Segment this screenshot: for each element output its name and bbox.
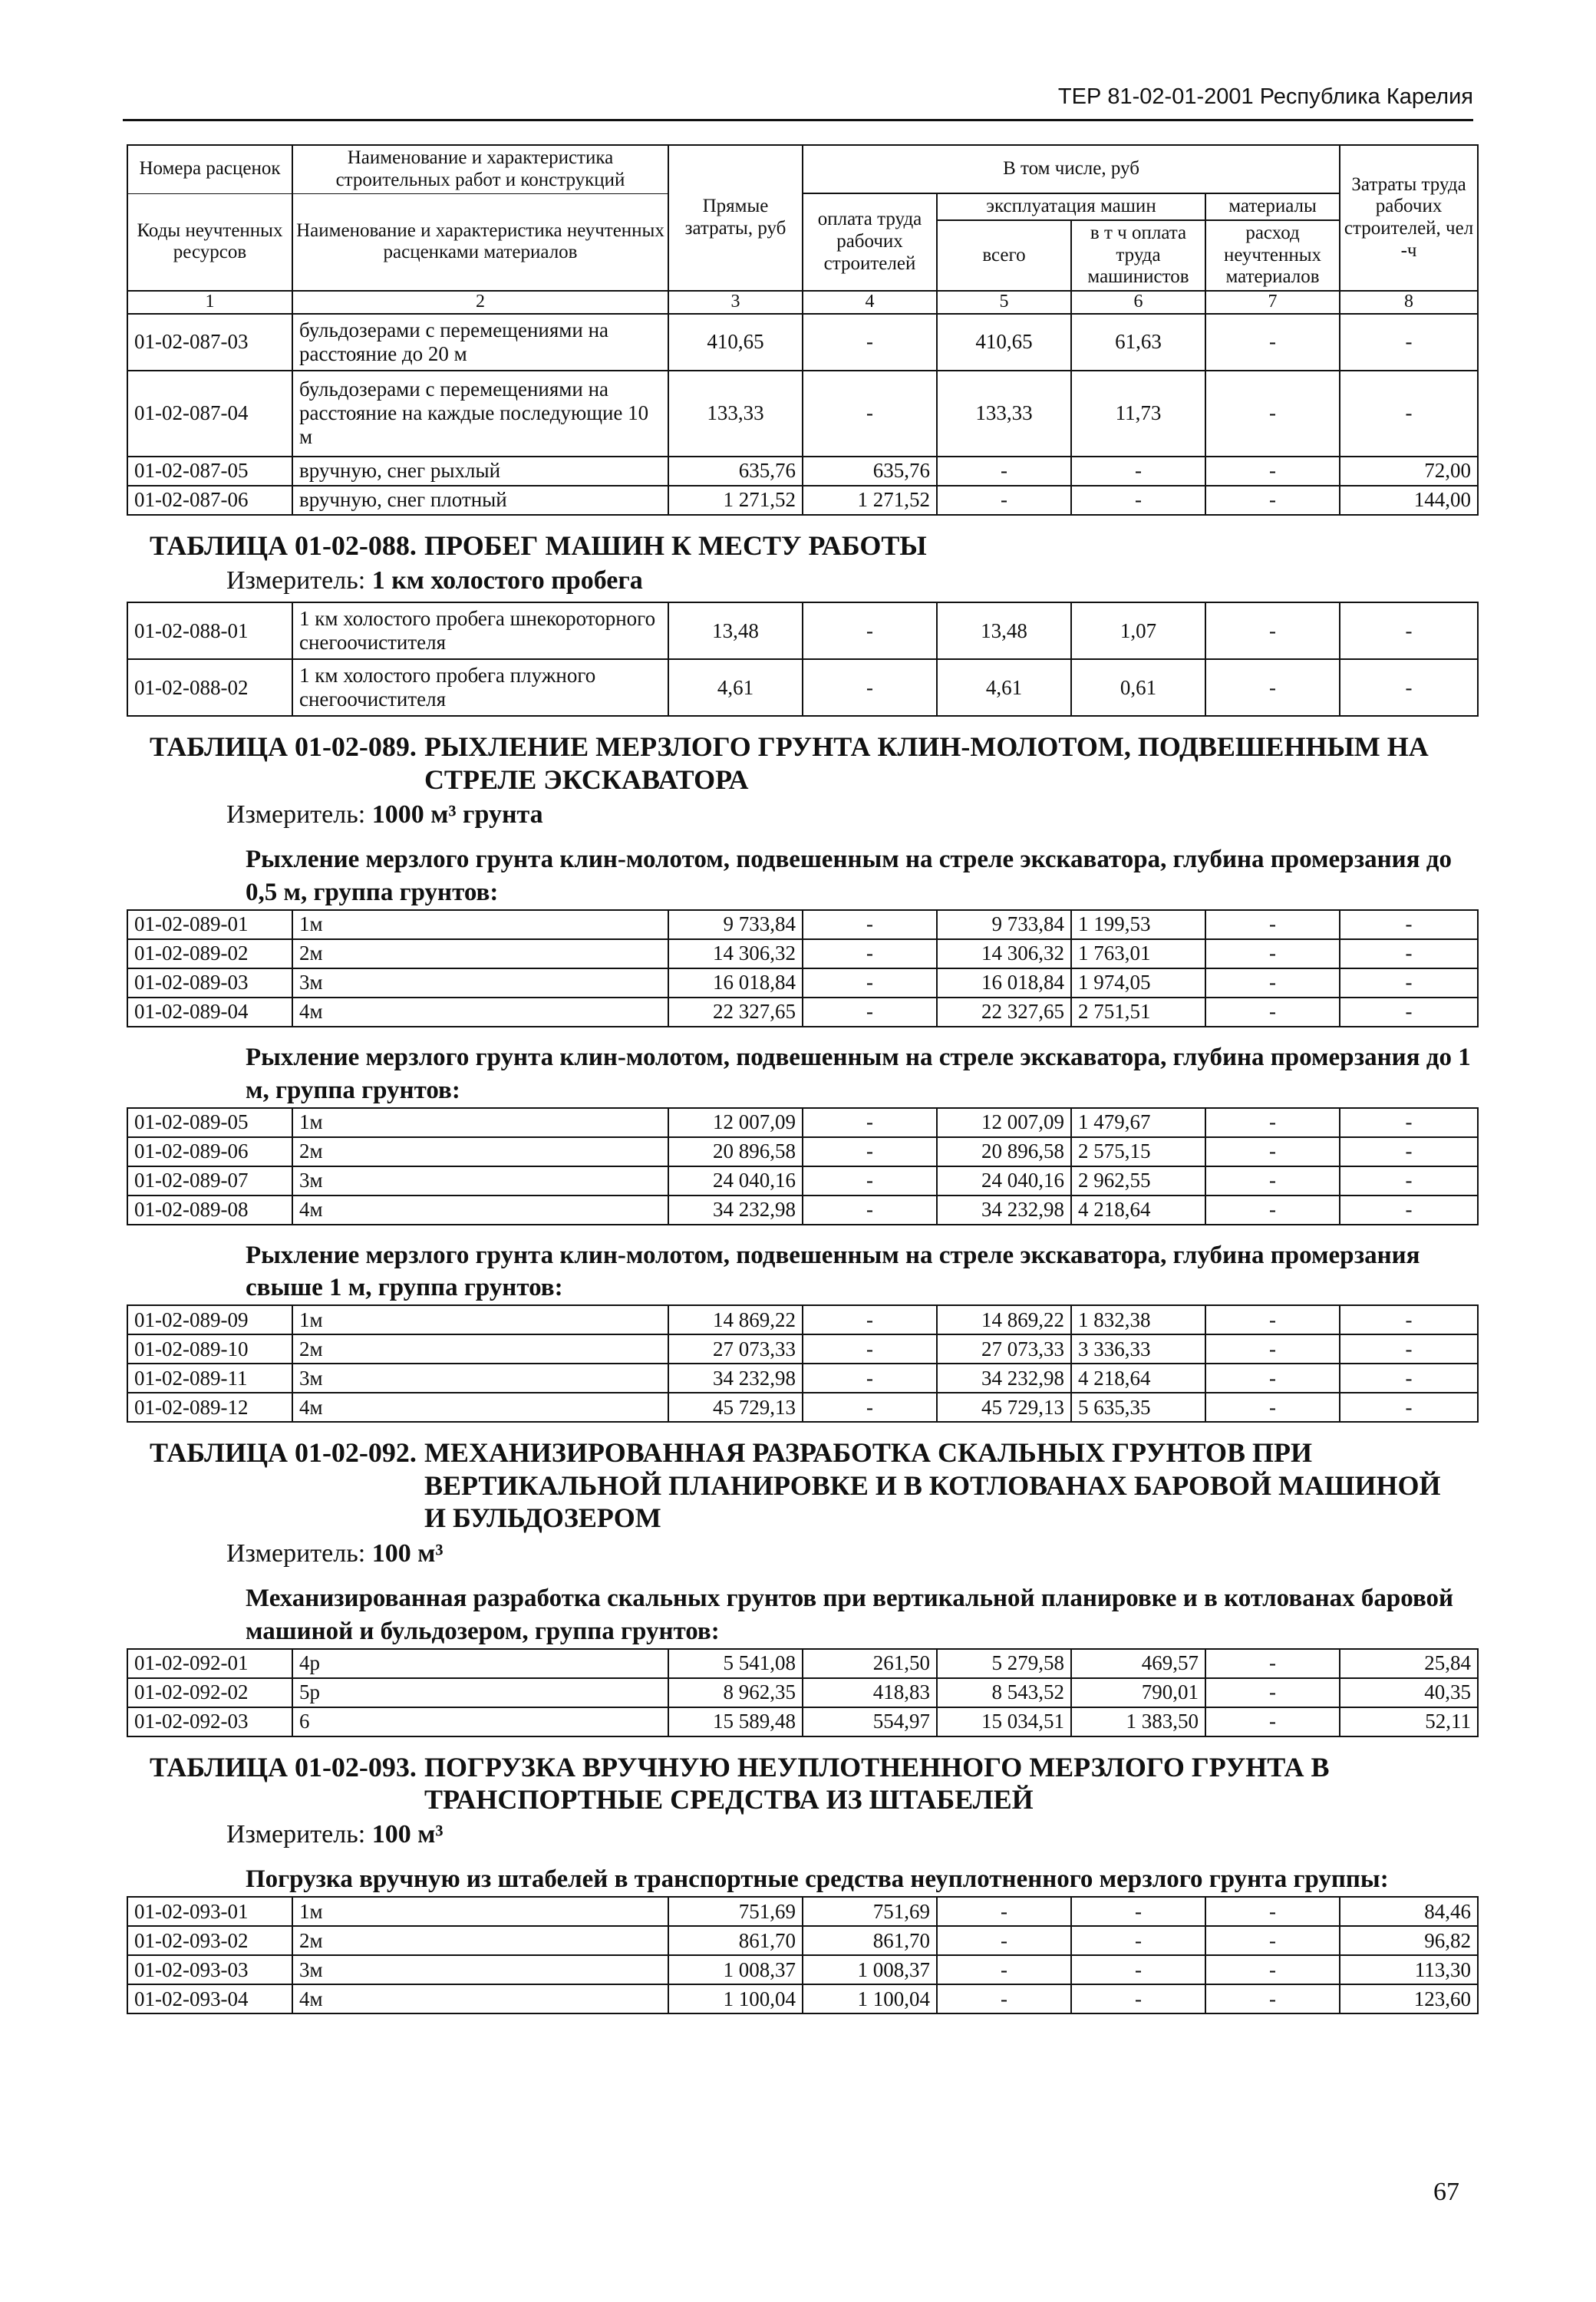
group-title-089-1: Рыхление мерзлого грунта клин-молотом, подвешенным на стреле экскаватора, глубина промерзания до 0,5 м, группа грунтов: — [246, 846, 1452, 906]
col-header-operator-pay: в т ч оплата труда машинистов — [1071, 220, 1205, 291]
materials: - — [1205, 968, 1340, 998]
direct-costs: 12 007,09 — [668, 1108, 803, 1137]
materials: - — [1205, 1984, 1340, 2013]
direct-costs: 15 589,48 — [668, 1707, 803, 1736]
labor-costs: - — [1340, 602, 1478, 659]
labor-costs: 25,84 — [1340, 1649, 1478, 1678]
direct-costs: 16 018,84 — [668, 968, 803, 998]
worker-pay: 1 008,37 — [803, 1955, 937, 1984]
section-name-line2: СТРЕЛЕ ЭКСКАВАТОРА — [424, 763, 749, 795]
machines-total: - — [937, 1955, 1071, 1984]
col-header-unaccounted-materials: расход неучтенных материалов — [1205, 220, 1340, 291]
worker-pay: - — [803, 1196, 937, 1225]
table-089-group-1 — [127, 909, 1479, 1027]
direct-costs: 5 541,08 — [668, 1649, 803, 1678]
col-number: 4 — [803, 291, 937, 314]
materials: - — [1205, 939, 1340, 968]
soil-group: 4м — [292, 998, 668, 1027]
operator-pay: - — [1071, 1955, 1205, 1984]
worker-pay: 554,97 — [803, 1707, 937, 1736]
section-title-089 — [127, 731, 1477, 796]
direct-costs: 13,48 — [668, 602, 803, 659]
worker-pay: - — [803, 1166, 937, 1196]
direct-costs: 34 232,98 — [668, 1364, 803, 1393]
materials: - — [1205, 1955, 1340, 1984]
col-header-machines: эксплуатация машин — [937, 193, 1205, 220]
direct-costs: 1 271,52 — [668, 486, 803, 515]
operator-pay: 1 383,50 — [1071, 1707, 1205, 1736]
col-number: 5 — [937, 291, 1071, 314]
work-description: 1 км холостого пробега плужного снегоочистителя — [292, 659, 668, 716]
materials: - — [1205, 314, 1340, 371]
direct-costs: 9 733,84 — [668, 910, 803, 939]
direct-costs: 1 008,37 — [668, 1955, 803, 1984]
direct-costs: 635,76 — [668, 457, 803, 486]
labor-costs: 52,11 — [1340, 1707, 1478, 1736]
labor-costs: 72,00 — [1340, 457, 1478, 486]
column-numbers-row — [127, 291, 1478, 314]
worker-pay: 1 271,52 — [803, 486, 937, 515]
soil-group: 3м — [292, 1166, 668, 1196]
measure-value: 1000 м³ грунта — [371, 800, 543, 829]
materials: - — [1205, 457, 1340, 486]
soil-group: 3м — [292, 968, 668, 998]
machines-total: 9 733,84 — [937, 910, 1071, 939]
machines-total: - — [937, 1926, 1071, 1955]
soil-group: 2м — [292, 1334, 668, 1364]
operator-pay: 2 751,51 — [1071, 998, 1205, 1027]
materials: - — [1205, 486, 1340, 515]
rate-code: 01-02-089-01 — [127, 910, 292, 939]
materials: - — [1205, 1166, 1340, 1196]
soil-group: 3м — [292, 1955, 668, 1984]
soil-group: 2м — [292, 1137, 668, 1166]
col-header-name-top: Наименование и характеристика строительных работ и конструкций — [292, 145, 668, 193]
rate-code: 01-02-089-06 — [127, 1137, 292, 1166]
col-number: 1 — [127, 291, 292, 314]
table-row — [127, 968, 1478, 998]
materials: - — [1205, 1707, 1340, 1736]
group-title-089-2: Рыхление мерзлого грунта клин-молотом, подвешенным на стреле экскаватора, глубина промерзания до 1 м, группа грунтов: — [246, 1043, 1471, 1104]
table-row — [127, 457, 1478, 486]
direct-costs: 34 232,98 — [668, 1196, 803, 1225]
measure-value: 1 км холостого пробега — [371, 566, 643, 595]
materials: - — [1205, 1364, 1340, 1393]
labor-costs: - — [1340, 371, 1478, 457]
rate-code: 01-02-088-02 — [127, 659, 292, 716]
materials: - — [1205, 1334, 1340, 1364]
worker-pay: - — [803, 1305, 937, 1334]
section-name-line1: РЫХЛЕНИЕ МЕРЗЛОГО ГРУНТА КЛИН-МОЛОТОМ, ПОДВЕШЕННЫМ НА — [424, 731, 1429, 763]
labor-costs: - — [1340, 939, 1478, 968]
direct-costs: 410,65 — [668, 314, 803, 371]
table-row — [127, 1707, 1478, 1736]
materials: - — [1205, 1196, 1340, 1225]
labor-costs: 40,35 — [1340, 1678, 1478, 1707]
rate-code: 01-02-089-10 — [127, 1334, 292, 1364]
rate-code: 01-02-088-01 — [127, 602, 292, 659]
worker-pay: - — [803, 1364, 937, 1393]
operator-pay: - — [1071, 1897, 1205, 1926]
materials: - — [1205, 1649, 1340, 1678]
worker-pay: - — [803, 314, 937, 371]
operator-pay: 61,63 — [1071, 314, 1205, 371]
operator-pay: 1 199,53 — [1071, 910, 1205, 939]
column-header — [127, 145, 1478, 314]
machines-total: 8 543,52 — [937, 1678, 1071, 1707]
labor-costs: - — [1340, 910, 1478, 939]
rate-code: 01-02-093-04 — [127, 1984, 292, 2013]
document-body — [127, 144, 1477, 2014]
labor-costs: 84,46 — [1340, 1897, 1478, 1926]
operator-pay: 3 336,33 — [1071, 1334, 1205, 1364]
operator-pay: 1 974,05 — [1071, 968, 1205, 998]
table-row — [127, 1364, 1478, 1393]
measure-label: Измеритель: — [226, 1820, 366, 1849]
rate-code: 01-02-093-01 — [127, 1897, 292, 1926]
rate-code: 01-02-087-06 — [127, 486, 292, 515]
worker-pay: - — [803, 371, 937, 457]
worker-pay: 1 100,04 — [803, 1984, 937, 2013]
worker-pay: - — [803, 659, 937, 716]
table-row — [127, 659, 1478, 716]
work-description: 1 км холостого пробега шнекороторного снегоочистителя — [292, 602, 668, 659]
soil-group: 1м — [292, 1897, 668, 1926]
direct-costs: 22 327,65 — [668, 998, 803, 1027]
operator-pay: 5 635,35 — [1071, 1393, 1205, 1422]
work-description: бульдозерами с перемещениями на расстояние на каждые последующие 10 м — [292, 371, 668, 457]
measure-value: 100 м³ — [371, 1820, 444, 1849]
section-title-092 — [127, 1436, 1477, 1534]
rate-code: 01-02-092-01 — [127, 1649, 292, 1678]
materials: - — [1205, 1897, 1340, 1926]
materials: - — [1205, 1393, 1340, 1422]
section-title-093 — [127, 1751, 1477, 1816]
measure-value: 100 м³ — [371, 1539, 444, 1568]
table-row — [127, 939, 1478, 968]
machines-total: - — [937, 486, 1071, 515]
machines-total: 14 306,32 — [937, 939, 1071, 968]
materials: - — [1205, 371, 1340, 457]
operator-pay: 0,61 — [1071, 659, 1205, 716]
labor-costs: - — [1340, 1305, 1478, 1334]
col-header-labor: Затраты труда рабочих строителей, чел -ч — [1340, 145, 1478, 291]
table-row — [127, 1108, 1478, 1137]
col-header-direct-costs: Прямые затраты, руб — [668, 145, 803, 291]
rate-code: 01-02-087-03 — [127, 314, 292, 371]
col-number: 8 — [1340, 291, 1478, 314]
machines-total: - — [937, 1897, 1071, 1926]
work-description: вручную, снег плотный — [292, 486, 668, 515]
machines-total: 24 040,16 — [937, 1166, 1071, 1196]
section-name-line3: И БУЛЬДОЗЕРОМ — [424, 1502, 661, 1534]
table-row — [127, 602, 1478, 659]
machines-total: 15 034,51 — [937, 1707, 1071, 1736]
direct-costs: 27 073,33 — [668, 1334, 803, 1364]
table-089-group-3 — [127, 1304, 1479, 1423]
section-code: ТАБЛИЦА 01-02-092. — [150, 1437, 417, 1469]
rate-code: 01-02-089-07 — [127, 1166, 292, 1196]
worker-pay: - — [803, 939, 937, 968]
rate-code: 01-02-093-02 — [127, 1926, 292, 1955]
worker-pay: - — [803, 910, 937, 939]
section-code: ТАБЛИЦА 01-02-089. — [150, 731, 417, 763]
materials: - — [1205, 1108, 1340, 1137]
measure-092 — [226, 1539, 1477, 1568]
operator-pay: 1 832,38 — [1071, 1305, 1205, 1334]
operator-pay: 4 218,64 — [1071, 1364, 1205, 1393]
table-row — [127, 1955, 1478, 1984]
rate-code: 01-02-089-04 — [127, 998, 292, 1027]
direct-costs: 751,69 — [668, 1897, 803, 1926]
table-row — [127, 910, 1478, 939]
operator-pay: 469,57 — [1071, 1649, 1205, 1678]
table-row — [127, 998, 1478, 1027]
soil-group: 5р — [292, 1678, 668, 1707]
table-row — [127, 1678, 1478, 1707]
table-row — [127, 1137, 1478, 1166]
rate-code: 01-02-089-12 — [127, 1393, 292, 1422]
section-name-line2: ТРАНСПОРТНЫЕ СРЕДСТВА ИЗ ШТАБЕЛЕЙ — [424, 1784, 1034, 1815]
direct-costs: 133,33 — [668, 371, 803, 457]
table-row — [127, 1649, 1478, 1678]
col-header-group: В том числе, руб — [803, 145, 1340, 193]
worker-pay: - — [803, 602, 937, 659]
section-name-line1: МЕХАНИЗИРОВАННАЯ РАЗРАБОТКА СКАЛЬНЫХ ГРУНТОВ ПРИ — [424, 1437, 1313, 1469]
operator-pay: 1,07 — [1071, 602, 1205, 659]
machines-total: 34 232,98 — [937, 1364, 1071, 1393]
table-row — [127, 1196, 1478, 1225]
table-089-group-2 — [127, 1107, 1479, 1225]
soil-group: 4м — [292, 1393, 668, 1422]
worker-pay: - — [803, 1137, 937, 1166]
materials: - — [1205, 1678, 1340, 1707]
operator-pay: - — [1071, 1926, 1205, 1955]
table-row — [127, 1166, 1478, 1196]
section-name: ПРОБЕГ МАШИН К МЕСТУ РАБОТЫ — [424, 529, 927, 561]
operator-pay: - — [1071, 1984, 1205, 2013]
direct-costs: 1 100,04 — [668, 1984, 803, 2013]
worker-pay: - — [803, 998, 937, 1027]
direct-costs: 8 962,35 — [668, 1678, 803, 1707]
worker-pay: 861,70 — [803, 1926, 937, 1955]
work-description: бульдозерами с перемещениями на расстояние до 20 м — [292, 314, 668, 371]
machines-total: 12 007,09 — [937, 1108, 1071, 1137]
table-row — [127, 1926, 1478, 1955]
soil-group: 1м — [292, 910, 668, 939]
section-name-line1: ПОГРУЗКА ВРУЧНУЮ НЕУПЛОТНЕННОГО МЕРЗЛОГО ГРУНТА В — [424, 1751, 1330, 1783]
operator-pay: - — [1071, 486, 1205, 515]
materials: - — [1205, 1137, 1340, 1166]
machines-total: 13,48 — [937, 602, 1071, 659]
worker-pay: 635,76 — [803, 457, 937, 486]
rate-code: 01-02-089-11 — [127, 1364, 292, 1393]
machines-total: 34 232,98 — [937, 1196, 1071, 1225]
rate-code: 01-02-089-08 — [127, 1196, 292, 1225]
labor-costs: - — [1340, 1196, 1478, 1225]
labor-costs: - — [1340, 1334, 1478, 1364]
labor-costs: - — [1340, 968, 1478, 998]
worker-pay: - — [803, 1334, 937, 1364]
worker-pay: 751,69 — [803, 1897, 937, 1926]
labor-costs: - — [1340, 314, 1478, 371]
machines-total: 45 729,13 — [937, 1393, 1071, 1422]
section-code: ТАБЛИЦА 01-02-093. — [150, 1751, 417, 1783]
soil-group: 1м — [292, 1305, 668, 1334]
table-088 — [127, 602, 1479, 717]
measure-label: Измеритель: — [226, 800, 366, 829]
col-number: 2 — [292, 291, 668, 314]
measure-label: Измеритель: — [226, 566, 366, 595]
operator-pay: 2 575,15 — [1071, 1137, 1205, 1166]
rate-code: 01-02-092-03 — [127, 1707, 292, 1736]
operator-pay: - — [1071, 457, 1205, 486]
labor-costs: - — [1340, 1166, 1478, 1196]
materials: - — [1205, 910, 1340, 939]
machines-total: 27 073,33 — [937, 1334, 1071, 1364]
rate-code: 01-02-089-03 — [127, 968, 292, 998]
machines-total: 14 869,22 — [937, 1305, 1071, 1334]
worker-pay: - — [803, 968, 937, 998]
labor-costs: - — [1340, 998, 1478, 1027]
rate-code: 01-02-089-05 — [127, 1108, 292, 1137]
soil-group: 4р — [292, 1649, 668, 1678]
direct-costs: 24 040,16 — [668, 1166, 803, 1196]
table-row — [127, 486, 1478, 515]
materials: - — [1205, 1926, 1340, 1955]
table-092 — [127, 1648, 1479, 1737]
soil-group: 6 — [292, 1707, 668, 1736]
operator-pay: 790,01 — [1071, 1678, 1205, 1707]
measure-088 — [226, 566, 1477, 595]
worker-pay: - — [803, 1108, 937, 1137]
table-093 — [127, 1896, 1479, 2014]
machines-total: 20 896,58 — [937, 1137, 1071, 1166]
table-row — [127, 1897, 1478, 1926]
col-header-name-bottom: Наименование и характеристика неучтенных расценками материалов — [292, 193, 668, 291]
machines-total: 5 279,58 — [937, 1649, 1071, 1678]
measure-089 — [226, 800, 1477, 829]
machines-total: 410,65 — [937, 314, 1071, 371]
table-row — [127, 314, 1478, 371]
rate-code: 01-02-093-03 — [127, 1955, 292, 1984]
section-name-line2: ВЕРТИКАЛЬНОЙ ПЛАНИРОВКЕ И В КОТЛОВАНАХ БАРОВОЙ МАШИНОЙ — [424, 1469, 1441, 1501]
page-header: ТЕР 81-02-01-2001 Республика Карелия — [1057, 84, 1473, 109]
labor-costs: - — [1340, 1108, 1478, 1137]
labor-costs: - — [1340, 1364, 1478, 1393]
soil-group: 4м — [292, 1196, 668, 1225]
rate-code: 01-02-092-02 — [127, 1678, 292, 1707]
group-title-092: Механизированная разработка скальных грунтов при вертикальной планировке и в котлованах баровой машиной и бульдозером, группа грунтов: — [246, 1584, 1454, 1645]
table-087 — [127, 144, 1479, 516]
labor-costs: 123,60 — [1340, 1984, 1478, 2013]
section-code: ТАБЛИЦА 01-02-088. — [150, 529, 417, 561]
machines-total: 133,33 — [937, 371, 1071, 457]
labor-costs: 144,00 — [1340, 486, 1478, 515]
materials: - — [1205, 998, 1340, 1027]
rate-code: 01-02-087-04 — [127, 371, 292, 457]
col-number: 6 — [1071, 291, 1205, 314]
table-row — [127, 1334, 1478, 1364]
operator-pay: 11,73 — [1071, 371, 1205, 457]
worker-pay: 418,83 — [803, 1678, 937, 1707]
machines-total: 22 327,65 — [937, 998, 1071, 1027]
materials: - — [1205, 1305, 1340, 1334]
col-number: 3 — [668, 291, 803, 314]
rate-code: 01-02-087-05 — [127, 457, 292, 486]
operator-pay: 4 218,64 — [1071, 1196, 1205, 1225]
operator-pay: 1 479,67 — [1071, 1108, 1205, 1137]
table-row — [127, 1393, 1478, 1422]
soil-group: 3м — [292, 1364, 668, 1393]
page-number: 67 — [1433, 2178, 1459, 2206]
machines-total: 16 018,84 — [937, 968, 1071, 998]
labor-costs: - — [1340, 659, 1478, 716]
table-row — [127, 1984, 1478, 2013]
soil-group: 1м — [292, 1108, 668, 1137]
soil-group: 2м — [292, 1926, 668, 1955]
direct-costs: 4,61 — [668, 659, 803, 716]
soil-group: 2м — [292, 939, 668, 968]
col-header-worker-pay: оплата труда рабочих строителей — [803, 193, 937, 291]
rate-code: 01-02-089-02 — [127, 939, 292, 968]
col-header-machines-total: всего — [937, 220, 1071, 291]
direct-costs: 861,70 — [668, 1926, 803, 1955]
group-title-089-3: Рыхление мерзлого грунта клин-молотом, подвешенным на стреле экскаватора, глубина промерзания свыше 1 м, группа грунтов: — [246, 1241, 1420, 1302]
materials: - — [1205, 602, 1340, 659]
table-row — [127, 1305, 1478, 1334]
work-description: вручную, снег рыхлый — [292, 457, 668, 486]
labor-costs: - — [1340, 1393, 1478, 1422]
direct-costs: 20 896,58 — [668, 1137, 803, 1166]
col-header-code-top: Номера расценок — [127, 145, 292, 193]
operator-pay: 1 763,01 — [1071, 939, 1205, 968]
soil-group: 4м — [292, 1984, 668, 2013]
worker-pay: - — [803, 1393, 937, 1422]
labor-costs: 96,82 — [1340, 1926, 1478, 1955]
measure-093 — [226, 1820, 1477, 1849]
rate-code: 01-02-089-09 — [127, 1305, 292, 1334]
labor-costs: - — [1340, 1137, 1478, 1166]
header-rule — [123, 119, 1473, 121]
col-header-materials: материалы — [1205, 193, 1340, 220]
section-title-088 — [127, 529, 1477, 562]
worker-pay: 261,50 — [803, 1649, 937, 1678]
col-number: 7 — [1205, 291, 1340, 314]
machines-total: - — [937, 457, 1071, 486]
group-title-093: Погрузка вручную из штабелей в транспортные средства неуплотненного мерзлого грунта группы: — [246, 1865, 1389, 1894]
labor-costs: 113,30 — [1340, 1955, 1478, 1984]
machines-total: - — [937, 1984, 1071, 2013]
table-row — [127, 371, 1478, 457]
direct-costs: 45 729,13 — [668, 1393, 803, 1422]
col-header-code-bottom: Коды неучтенных ресурсов — [127, 193, 292, 291]
direct-costs: 14 869,22 — [668, 1305, 803, 1334]
measure-label: Измеритель: — [226, 1539, 366, 1568]
operator-pay: 2 962,55 — [1071, 1166, 1205, 1196]
machines-total: 4,61 — [937, 659, 1071, 716]
direct-costs: 14 306,32 — [668, 939, 803, 968]
materials: - — [1205, 659, 1340, 716]
